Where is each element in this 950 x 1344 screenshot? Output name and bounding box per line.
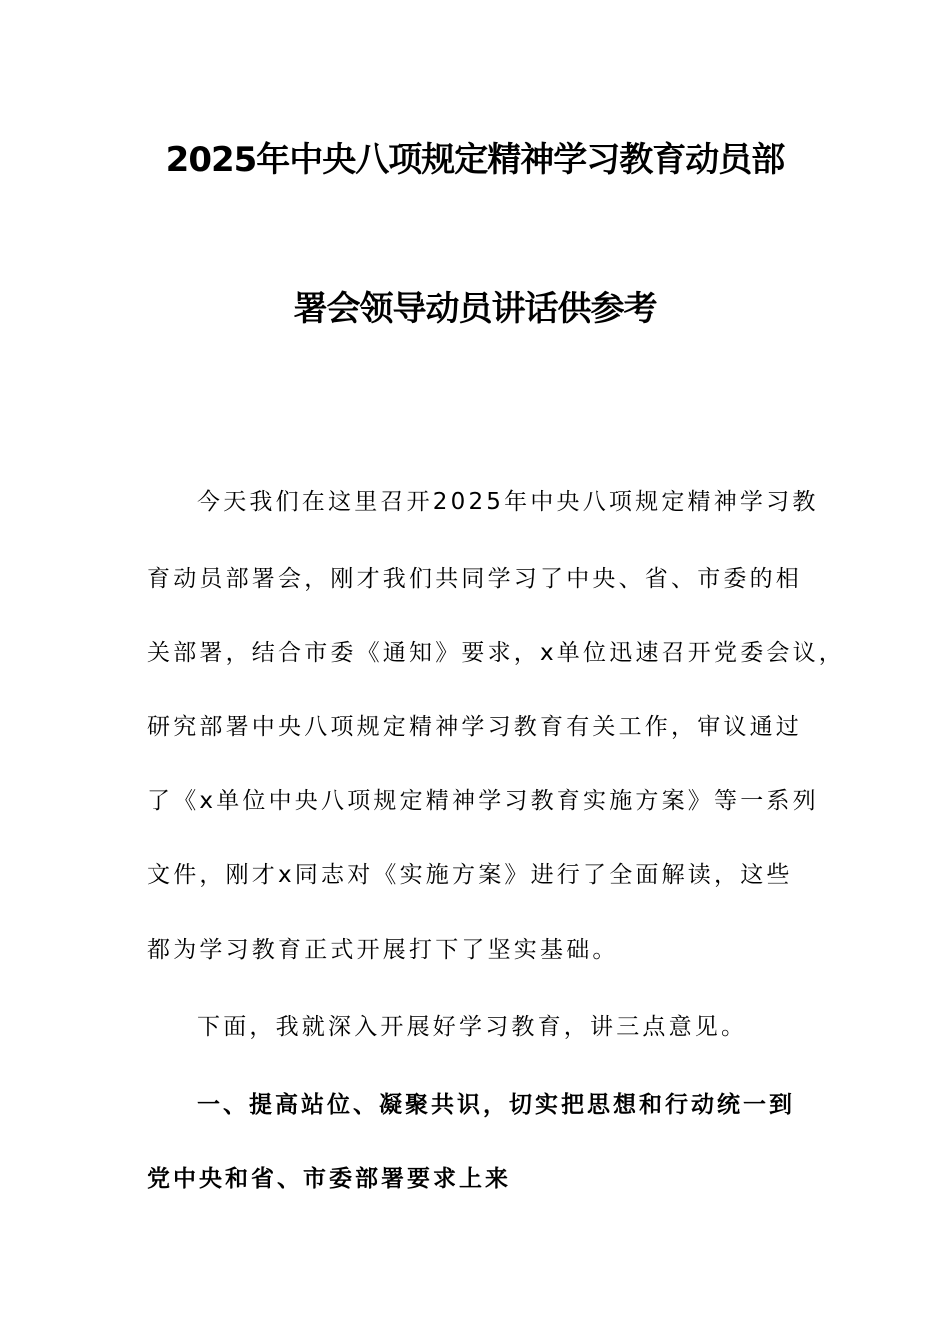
paragraph-1-line-1: 今天我们在这里召开2025年中央八项规定精神学习教 [197, 489, 819, 515]
paragraph-2-line-1: 下面，我就深入开展好学习教育，讲三点意见。 [197, 1014, 748, 1040]
paragraph-1-line-6: 文件，刚才x同志对《实施方案》进行了全面解读，这些 [147, 862, 793, 888]
section-heading-1-line-1: 一、提高站位、凝聚共识，切实把思想和行动统一到 [197, 1092, 795, 1118]
paragraph-1-line-5: 了《x单位中央八项规定精神学习教育实施方案》等一系列 [147, 788, 819, 814]
document-title-line-2: 署会领导动员讲话供参考 [293, 289, 657, 329]
paragraph-1-line-7: 都为学习教育正式开展打下了坚实基础。 [147, 937, 619, 963]
paragraph-1-line-4: 研究部署中央八项规定精神学习教育有关工作，审议通过 [147, 714, 802, 740]
paragraph-1-line-3: 关部署，结合市委《通知》要求，x单位迅速召开党委会议， [147, 640, 846, 666]
paragraph-1-line-2: 育动员部署会，刚才我们共同学习了中央、省、市委的相 [147, 566, 802, 592]
document-title-line-1: 2025年中央八项规定精神学习教育动员部 [165, 140, 785, 180]
section-heading-1-line-2: 党中央和省、市委部署要求上来 [147, 1166, 511, 1192]
